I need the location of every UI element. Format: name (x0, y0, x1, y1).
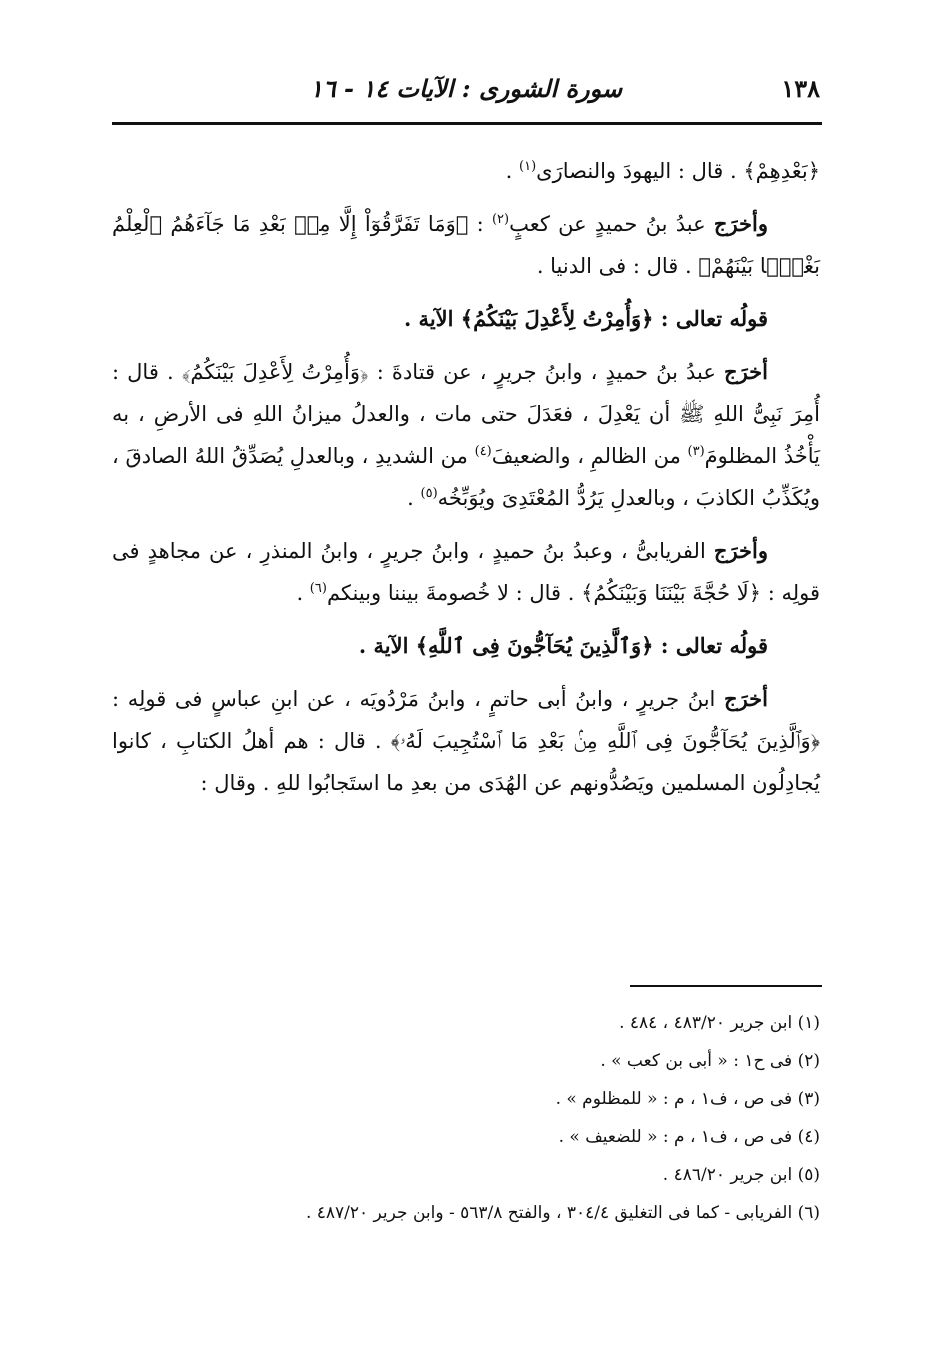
footnote-1: (١) ابن جرير ٤٨٣/٢٠ ، ٤٨٤ . (619, 1013, 820, 1033)
running-title: سورة الشورى : الآيات ١٤ - ١٦ (309, 74, 623, 103)
paragraph-lead: أخرَج (724, 359, 768, 384)
verse-heading-text: ﴿وَأُمِرْتُ لِأَعْدِلَ بَيْنَكُمُ﴾ الآية . (403, 306, 661, 331)
footnotes (112, 1004, 820, 1232)
paragraph-text: ابنُ جريرٍ ، وابنُ أبى حاتمٍ ، وابنُ مَرْدُويَه ، عن ابنِ عباسٍ فى قولِه : ﴿وَٱلَّذِينَ يُحَآجُّونَ فِى ٱللَّهِ مِنۢ بَعْدِ مَا ٱسْتُجِيبَ لَهُۥ﴾ . قال : هم أهلُ الكتابِ ، كانوا يُجادِلُون المسلمين ويَصُدُّونهم عن الهُدَى من بعدِ ما استَجابُوا للهِ . وقال : (112, 687, 820, 795)
paragraph-text: : ﴿وَمَا تَفَرَّقُوٓاْ إِلَّا مِنۢ بَعْدِ مَا جَآءَهُمُ ٱلْعِلْمُ بَغْيَۢا بَيْنَهُمْ﴾ . قال : فى الدنيا . (112, 212, 820, 278)
paragraph-text: ﴿بَعْدِهِمْ﴾ . قال : اليهودَ والنصارَى (536, 159, 820, 183)
paragraph-1 (112, 150, 820, 192)
paragraph-lead: وأخرَج (713, 211, 768, 236)
footnote-3: (٣) فى ص ، ف١ ، م : « للمظلوم » . (555, 1089, 820, 1109)
footnote-ref: (٥) (420, 486, 438, 501)
page-header (112, 66, 820, 116)
footnote-ref: (٤) (474, 444, 492, 459)
paragraph-tail: . (296, 581, 310, 605)
footnote-4: (٤) فى ص ، ف١ ، م : « للضعيف » . (558, 1127, 820, 1147)
paragraph-lead: أخرَج (724, 686, 768, 711)
verse-heading-label: قولُه تعالى : (660, 306, 768, 331)
paragraph-tail: . (505, 159, 520, 183)
paragraph-text: عبدُ بنُ حميدٍ عن كعبٍ (509, 212, 714, 236)
paragraph-text: الفريابىُّ ، وعبدُ بنُ حميدٍ ، وابنُ جريرٍ ، وابنُ المنذرِ ، عن مجاهدٍ فى قولِه : ﴿لَا حُجَّةَ بَيْنَنَا وَبَيْنَكُمُ﴾ . قال : لا خُصومةَ بيننا وبينكم (112, 539, 820, 605)
paragraph-6-heading (112, 625, 820, 667)
paragraph-5 (112, 530, 820, 614)
paragraph-text: من الظالمِ ، والضعيفَ (491, 444, 688, 468)
verse-heading-label: قولُه تعالى : (660, 633, 768, 658)
footnote-6: (٦) الفريابى - كما فى التغليق ٣٠٤/٤ ، والفتح ٥٦٣/٨ - وابن جرير ٤٨٧/٢٠ . (305, 1203, 820, 1223)
paragraph-7 (112, 678, 820, 804)
footnote-ref: (١) (519, 159, 537, 174)
footnote-ref: (٣) (687, 444, 705, 459)
paragraph-3-heading (112, 298, 820, 340)
paragraph-4 (112, 351, 820, 519)
paragraph-lead: وأخرَج (713, 538, 768, 563)
header-rule (112, 122, 822, 125)
page-number: ١٣٨ (781, 74, 820, 103)
footnote-ref: (٦) (309, 581, 327, 596)
footnote-separator (630, 985, 822, 987)
paragraph-2 (112, 203, 820, 287)
paragraph-text: من الشديدِ ، وبالعدلِ يُصَدِّقُ اللهُ الصادقَ ، ويُكَذِّبُ الكاذبَ ، وبالعدلِ يَرُدُّ المُعْتَدِىَ ويُوَبِّخُه (112, 444, 820, 510)
footnote-2: (٢) فى ح١ : « أبى بن كعب » . (600, 1051, 820, 1071)
paragraph-tail: . (407, 486, 421, 510)
footnote-5: (٥) ابن جرير ٤٨٦/٢٠ . (662, 1165, 820, 1185)
verse-heading-text: ﴿وَٱلَّذِينَ يُحَآجُّونَ فِى ٱللَّهِ﴾ الآية . (358, 633, 661, 658)
footnote-ref: (٢) (491, 212, 510, 227)
main-text (112, 150, 820, 815)
paragraph-text: عبدُ بنُ حميدٍ ، وابنُ جريرٍ ، عن قتادةَ : ﴿وَأُمِرْتُ لِأَعْدِلَ بَيْنَكُمُ﴾ . قال : أُمِرَ نَبِىُّ اللهِ ﷺ أن يَعْدِلَ ، فعَدَلَ حتى مات ، والعدلُ ميزانُ اللهِ فى الأرضِ ، به يَأْخُذُ المظلومَ (112, 360, 820, 468)
